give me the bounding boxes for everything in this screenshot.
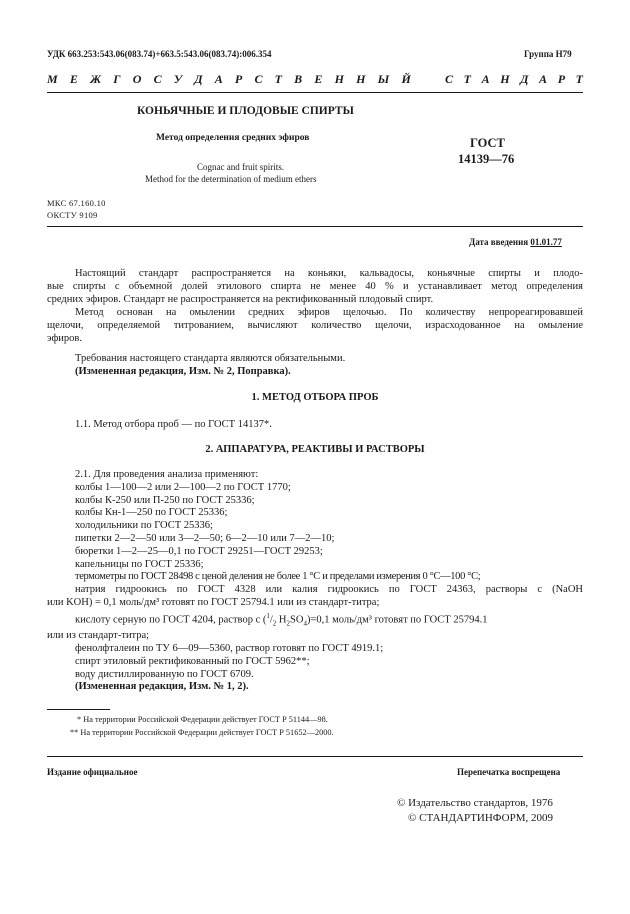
doc-subtitle: Метод определения средних эфиров [156,133,310,143]
banner-letter: О [132,72,142,86]
footer-rule [47,756,583,757]
list-line: или KOH) = 0,1 моль/дм³ готовят по ГОСТ 25794.1 или из стандарт-титра; [47,596,380,608]
footnote-2: ** На территории Российской Федерации действует ГОСТ Р 51652—2000. [70,728,334,737]
okstu-code: ОКСТУ 9109 [47,210,98,220]
banner-letter: Г [113,72,121,86]
gost-number: 14139—76 [458,152,515,166]
banner-letter: М [47,72,58,86]
banner-letter: Д [194,72,203,86]
list-line: капельницы по ГОСТ 25336; [75,558,204,570]
section-2-list [47,469,583,694]
list-line-acid: кислоту серную по ГОСТ 4204, раствор c ($^1/_2$ $H_2SO_4)=0,1$ моль/дм³ готовят по ГОСТ 25794.1 [75,611,488,628]
gost-label: ГОСТ [470,136,505,150]
intro-paragraph-2: Метод основан на омылении средних эфиров щелочью. По количеству непрореагировавшей щелочи, определяемой титрованием, вычисляют количество щелочи, израсходованное на омыление эфиров. [47,307,583,344]
banner-letter: Р [234,72,243,86]
banner-letter: Ы [377,72,390,86]
effective-date [469,237,562,247]
section-1-item: 1.1. Метод отбора проб — по ГОСТ 14137*. [75,419,272,430]
effective-date-label: Дата введения [469,237,529,247]
list-line: воду дистиллированную по ГОСТ 6709. [75,668,254,680]
section-1-heading: 1. МЕТОД ОТБОРА ПРОБ [251,392,379,403]
list-line: колбы К-250 или П-250 по ГОСТ 25336; [75,494,255,506]
list-line: бюретки 1—2—25—0,1 по ГОСТ 29251—ГОСТ 29253; [75,545,323,557]
banner-letter: В [294,72,303,86]
group-code: Группа Н79 [524,49,572,59]
banner-letter: А [539,72,548,86]
doc-title: КОНЬЯЧНЫЕ И ПЛОДОВЫЕ СПИРТЫ [137,105,354,117]
reprint-prohibited: Перепечатка воспрещена [457,767,561,777]
banner-letter: Т [463,72,471,86]
banner-letter: С [445,72,454,86]
list-line: холодильники по ГОСТ 25336; [75,520,213,532]
banner-letter: Е [314,72,323,86]
banner-letter: Н [356,72,366,86]
list-line: термометры по ГОСТ 28498 с ценой деления не более 1 °С и пределами измерения 0 °С—100 °С; [75,571,481,583]
mks-code: МКС 67.160.10 [47,198,106,208]
list-line: пипетки 2—2—50 или 3—2—50; 6—2—10 или 7—2—10; [75,532,335,544]
footnote-rule [47,709,110,710]
copyright-2009: © СТАНДАРТИНФОРМ, 2009 [408,812,553,824]
effective-date-value: 01.01.77 [530,237,562,247]
intro-paragraph-1: Настоящий стандарт распространяется на коньяки, кальвадосы, коньячные спирты и плодо- вые спирты с объемной долей этилового спирта не менее 40 % и устанавливает метод определения средних эфиров. Стандарт не распространяется на ректификованный плодовый спирт. [47,268,583,305]
list-line: колбы 1—100—2 или 2—100—2 по ГОСТ 1770; [75,481,291,493]
banner-letter: А [481,72,490,86]
intro-amendment-note: (Измененная редакция, Изм. № 2, Поправка). [75,365,291,377]
banner-letter: А [214,72,223,86]
interstate-standard-banner [47,72,583,87]
doc-subtitle-en: Method for the determination of medium ethers [145,174,317,184]
banner-letter: Т [575,72,583,86]
banner-letter: С [254,72,263,86]
banner-letter: Й [401,72,411,86]
banner-letter: С [153,72,162,86]
section-2-heading: 2. АППАРАТУРА, РЕАКТИВЫ И РАСТВОРЫ [205,444,425,455]
banner-letter: Ж [90,72,102,86]
header-rule [47,92,583,93]
footnote-1: * На территории Российской Федерации действует ГОСТ Р 51144—98. [77,715,328,724]
classification-rule [47,226,583,227]
banner-letter: Н [334,72,344,86]
list-line: или из стандарт-титра; [47,630,150,642]
banner-right [445,72,583,87]
banner-letter: Р [557,72,566,86]
intro-paragraph-3: Требования настоящего стандарта являются обязательными. (Измененная редакция, Изм. № 2, Поправка). [47,353,583,379]
official-edition: Издание официальное [47,767,138,777]
banner-letter: У [173,72,183,86]
list-line: спирт этиловый ректификованный по ГОСТ 5962**; [75,655,310,667]
banner-letter: Т [274,72,282,86]
udk-code: УДК 663.253:543.06(083.74)+663.5:543.06(083.74):006.354 [47,49,272,59]
banner-letter: Н [500,72,510,86]
copyright-1976: © Издательство стандартов, 1976 [397,797,553,809]
doc-title-en: Cognac and fruit spirits. [197,162,284,172]
section-2-amendment-note: (Измененная редакция, Изм. № 1, 2). [75,681,249,693]
banner-left [47,72,411,87]
list-line: фенолфталеин по ТУ 6—09—5360, раствор готовят по ГОСТ 4919.1; [75,642,384,654]
list-line: натрия гидроокись по ГОСТ 4328 или калия гидроокись по ГОСТ 24363, растворы c (NaOH [75,584,583,596]
list-line: колбы Кн-1—250 по ГОСТ 25336; [75,507,228,519]
banner-letter: Д [520,72,529,86]
banner-letter: Е [69,72,78,86]
list-line: 2.1. Для проведения анализа применяют: [75,469,259,480]
